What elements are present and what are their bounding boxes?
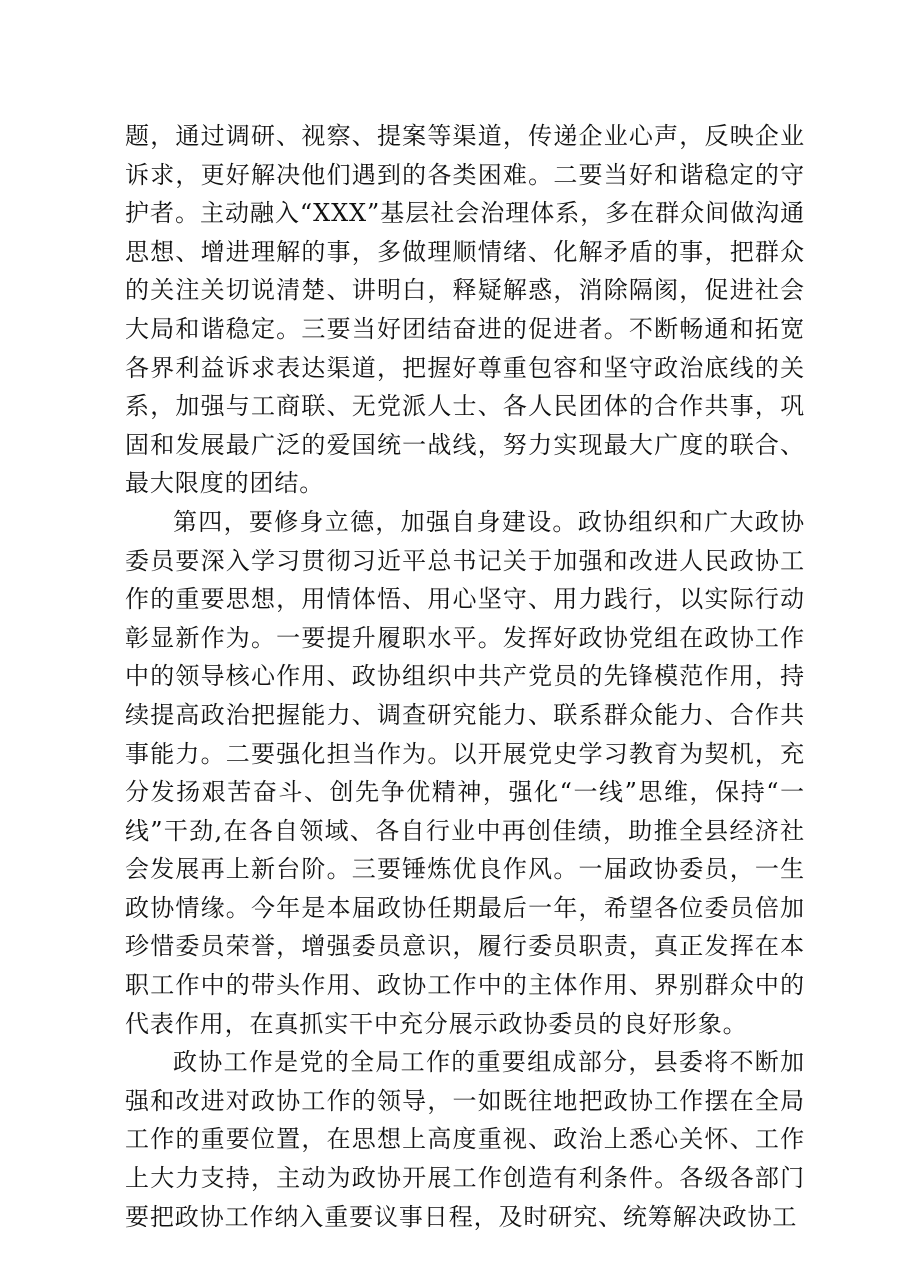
paragraph-continuation: 题，通过调研、视察、提案等渠道，传递企业心声，反映企业诉求，更好解决他们遇到的各类困难。二要当好和谐稳定的守护者。主动融入“XXX”基层社会治理体系，多在群众间做沟通思想、增进理解的事，多做理顺情绪、化解矛盾的事，把群众的关注关切说清楚、讲明白，释疑解惑，消除隔阂，促进社会大局和谐稳定。三要当好团结奋进的促进者。不断畅通和拓宽各界利益诉求表达渠道，把握好尊重包容和坚守政治底线的关系，加强与工商联、无党派人士、各人民团体的合作共事，巩固和发展最广泛的爱国统一战线，努力实现最大广度的联合、最大限度的团结。 [125,122,805,498]
body-text [125,117,805,1236]
paragraph-fourth-point: 第四，要修身立德，加强自身建设。政协组织和广大政协委员要深入学习贯彻习近平总书记关于加强和改进人民政协工作的重要思想，用情体悟、用心坚守、用力践行，以实际行动彰显新作为。一要提升履职水平。发挥好政协党组在政协工作中的领导核心作用、政协组织中共产党员的先锋模范作用，持续提高政治把握能力、调查研究能力、联系群众能力、合作共事能力。二要强化担当作为。以开展党史学习教育为契机，充分发扬艰苦奋斗、创先争优精神，强化“一线”思维，保持“一线”干劲,在各自领域、各自行业中再创佳绩，助推全县经济社会发展再上新台阶。三要锤炼优良作风。一届政协委员，一生政协情缘。今年是本届政协任期最后一年，希望各位委员倍加珍惜委员荣誉，增强委员意识，履行委员职责，真正发挥在本职工作中的带头作用、政协工作中的主体作用、界别群众中的代表作用，在真抓实干中充分展示政协委员的良好形象。 [125,507,805,1038]
paragraph-closing: 政协工作是党的全局工作的重要组成部分，县委将不断加强和改进对政协工作的领导，一如既往地把政协工作摆在全局工作的重要位置，在思想上高度重视、政治上悉心关怀、工作上大力支持，主动为政协开展工作创造有利条件。各级各部门要把政协工作纳入重要议事日程，及时研究、统筹解决政协工 [125,1048,805,1231]
